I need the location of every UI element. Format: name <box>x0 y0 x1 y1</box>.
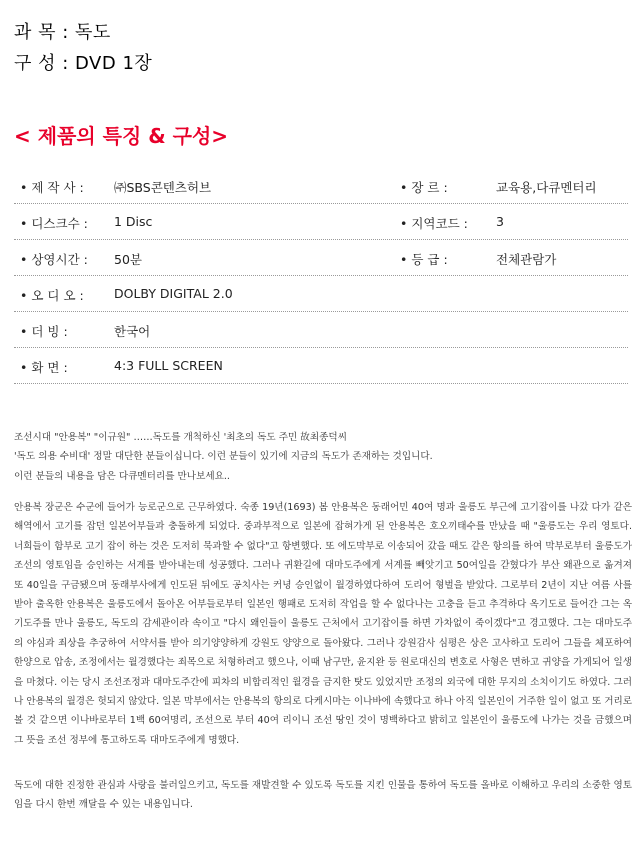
intro-paragraph <box>14 428 632 486</box>
intro-line: 조선시대 "안용복" "이규원" ……독도를 개척하신 '최초의 독도 주민 故최종덕씨 <box>14 432 347 443</box>
spec-label: • 더 빙 : <box>20 324 68 339</box>
spec-value: 50분 <box>114 252 142 267</box>
closing-paragraph: 독도에 대한 진정한 관심과 사랑을 불러일으키고, 독도를 재발견할 수 있도록 독도를 지킨 인물을 통하여 독도를 올바로 이해하고 우리의 소중한 영토임을 다시 한번 깨달을 수 있는 내용입니다. <box>14 780 632 811</box>
spec-row <box>14 312 628 348</box>
body-paragraph: 안용복 장군은 수군에 들어가 능로군으로 근무하였다. 숙종 19년(1693) 봄 안용복은 동래어민 40여 명과 울릉도 부근에 고기잡이를 나갔 다가 같은 해역에서 고기를 잡던 일본어부들과 충돌하게 되었다. 중과부적으로 일본에 잡혀가게 된 안용복은 호오끼태수를 만났을 때 "울릉도는 우리 영토다. 너희들이 함부로 고기 잡이 하는 것은 도저히 묵과할 수 없다"고 항변했다. 또 에도막부로 이송되어 갔을 때도 같은 항의를 하여 막부로부터 울릉도가 조선의 영토임을 승인하는 서계를 받아내는데 성공했다. 그러나 귀환길에 대마도주에게 서계를 빼앗기고 50여일을 갇혔다가 부산 왜관으로 옮겨져 또 40일을 구금됐으며 동래부사에게 인도된 뒤에도 공치사는 커녕 승인없이 월경하였다하여 도리어 형벌을 받았다. 그로부터 2년이 지난 여름 사를 받아 출옥한 안용복은 울릉도에서 돌아온 어부들로부터 일본인 행패로 도저히 작업을 할 수 없다나는 고충을 듣고 추격하다 옥기도로 들어간 그는 옥기도주를 만나 울릉도, 독도의 감세관이라 속이고 "다시 왜인들이 울릉도 근처에서 고기잡이를 하면 가차없이 죽이겠다"고 경고했다. 그는 대마도주의 야심과 죄상을 추궁하여 서약서를 받아 의기양양하게 강원도 양양으로 돌아왔다. 그러나 강원감사 심평은 상은 고사하고 도리어 그들을 체포하여 한양으로 압송, 조정에서는 월경했다는 죄목으로 처형하려고 했으나, 이때 남구만, 윤지완 등 원로대신의 변호로 사형은 면하고 귀양을 가게되어 일생을 마쳤다. 이는 당시 조선조정과 대마도주간에 피차의 비합리적인 월경을 금지한 탓도 있었지만 조정의 외국에 대한 무지의 소치이기도 하였다. 그러나 안용복의 월경은 헛되지 않았다. 일본 막부에서는 안용복의 항의로 다케시마는 이나바에 속했다고 하나 아직 일본인이 거주한 일이 없고 또 거리로 볼 것 같으면 이나바로부터 1백 60여명리, 조선으로 부터 40여 리이니 조선 땅인 것이 명백하다고 밝히고 일본인이 울릉도에 나가는 것을 금했으며 그 뜻을 조선 정부에 통고하도록 대마도주에게 명했다. <box>14 502 632 746</box>
spec-table <box>14 168 628 384</box>
spec-value: 3 <box>496 214 504 229</box>
section-title: < 제품의 특징 & 구성> <box>14 124 229 148</box>
spec-label: • 지역코드 : <box>400 216 468 231</box>
spec-value: 4:3 FULL SCREEN <box>114 358 223 373</box>
spec-value: ㈜SBS콘텐츠허브 <box>114 180 212 195</box>
spec-value: 전체관람가 <box>496 252 557 267</box>
spec-row <box>14 240 628 276</box>
spec-row <box>14 204 628 240</box>
spec-label: • 등 급 : <box>400 252 448 267</box>
spec-value: 1 Disc <box>114 214 153 229</box>
spec-row <box>14 276 628 312</box>
spec-row <box>14 348 628 384</box>
spec-value: 한국어 <box>114 324 151 339</box>
spec-label: • 화 면 : <box>20 360 68 375</box>
spec-row <box>14 168 628 204</box>
spec-value: 교육용,다큐멘터리 <box>496 180 597 195</box>
spec-label: • 제 작 사 : <box>20 180 84 195</box>
subject-line: 과 목 : 독도 <box>14 22 111 43</box>
composition-line: 구 성 : DVD 1장 <box>14 53 153 74</box>
intro-line: 이런 분들의 내용을 담은 다큐멘터리를 만나보세요.. <box>14 470 230 482</box>
spec-label: • 상영시간 : <box>20 252 88 267</box>
spec-label: • 오 디 오 : <box>20 288 84 303</box>
intro-line: '독도 의용 수비대' 정말 대단한 분들이십니다. 이런 분들이 있기에 지금의 독도가 존재하는 것입니다. <box>14 451 433 463</box>
spec-label: • 디스크수 : <box>20 216 88 231</box>
spec-label: • 장 르 : <box>400 180 448 195</box>
spec-value: DOLBY DIGITAL 2.0 <box>114 286 233 301</box>
